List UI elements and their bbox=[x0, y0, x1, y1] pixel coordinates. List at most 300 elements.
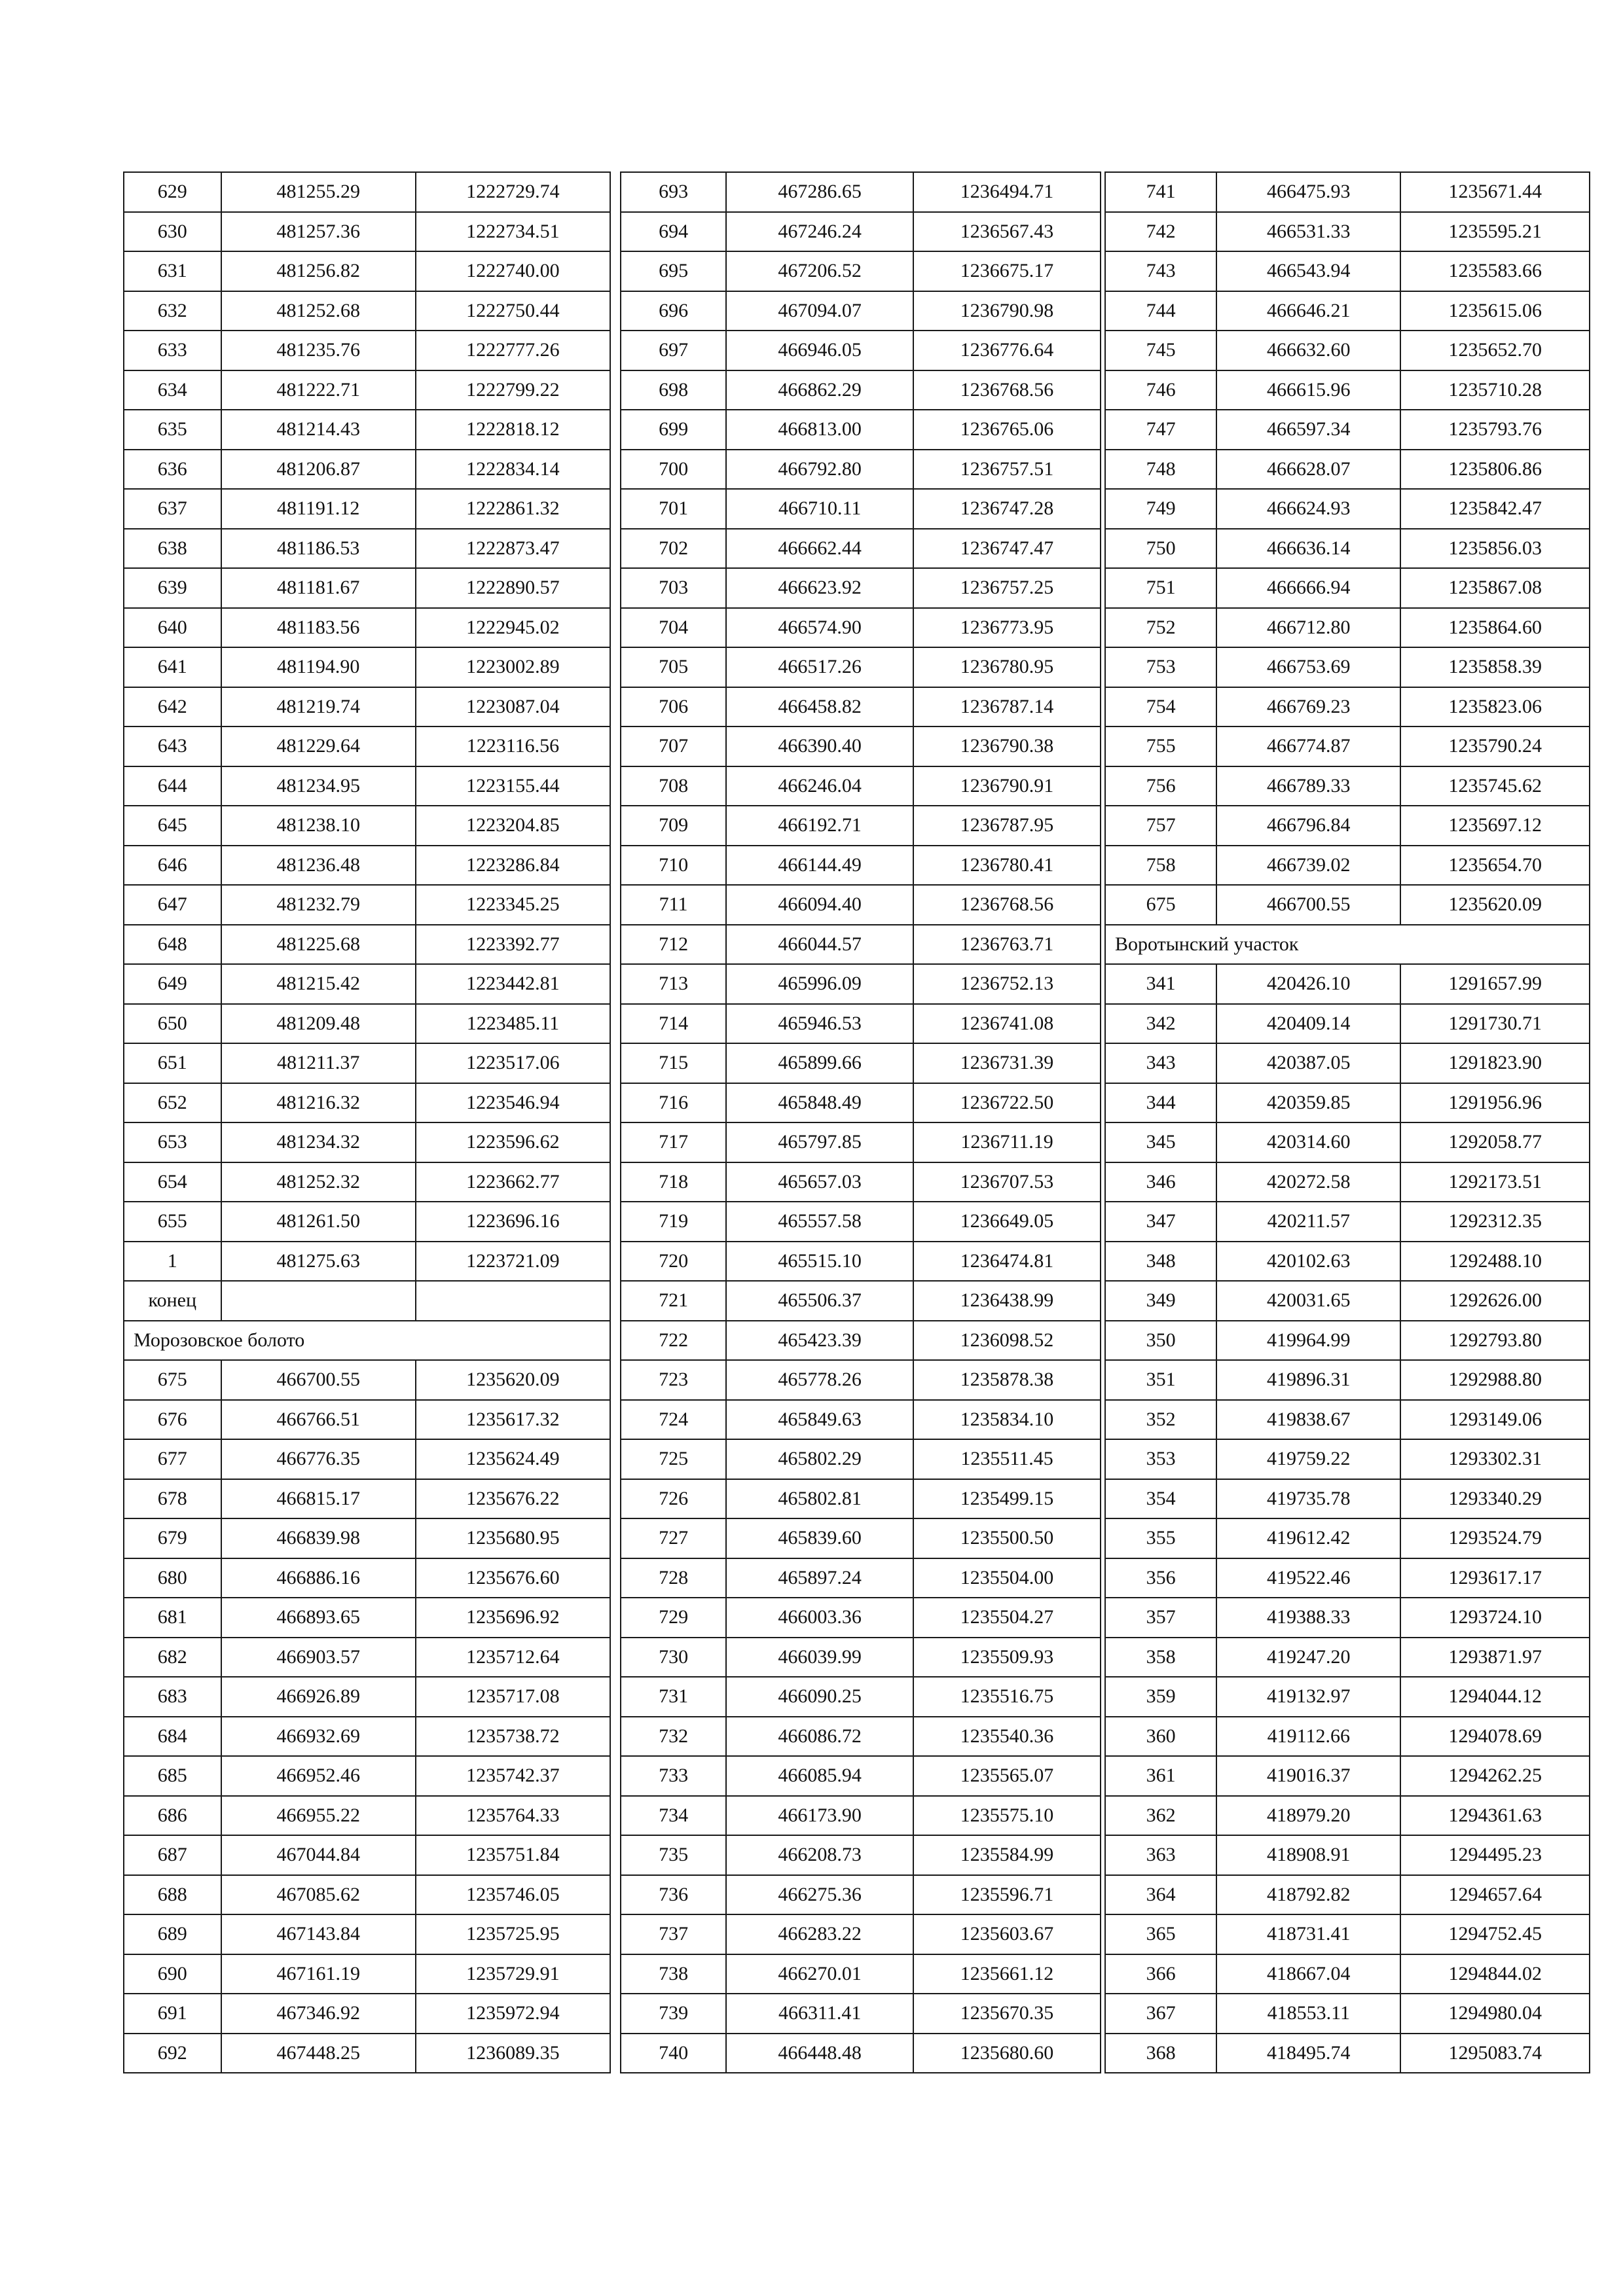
x-coordinate-cell: 420359.85 bbox=[1216, 1083, 1400, 1123]
y-coordinate-cell: 1236747.47 bbox=[913, 529, 1101, 569]
x-coordinate-cell: 467246.24 bbox=[726, 212, 913, 252]
point-number-cell: 675 bbox=[1105, 885, 1216, 925]
point-number-cell: 737 bbox=[621, 1914, 726, 1954]
x-coordinate-cell: 481257.36 bbox=[221, 212, 416, 252]
point-number-cell: 715 bbox=[621, 1043, 726, 1083]
table-row bbox=[1105, 1717, 1590, 1757]
y-coordinate-cell: 1293871.97 bbox=[1400, 1638, 1590, 1677]
x-coordinate-cell: 466173.90 bbox=[726, 1796, 913, 1836]
y-coordinate-cell: 1294495.23 bbox=[1400, 1835, 1590, 1875]
y-coordinate-cell: 1293302.31 bbox=[1400, 1439, 1590, 1479]
table-row bbox=[621, 1162, 1101, 1202]
x-coordinate-cell: 467206.52 bbox=[726, 251, 913, 291]
x-coordinate-cell: 481214.43 bbox=[221, 410, 416, 450]
table-row bbox=[124, 251, 610, 291]
x-coordinate-cell: 466448.48 bbox=[726, 2034, 913, 2073]
point-number-cell: 652 bbox=[124, 1083, 221, 1123]
point-number-cell: 726 bbox=[621, 1479, 726, 1519]
point-number-cell: 1 bbox=[124, 1242, 221, 1282]
table-row bbox=[621, 1518, 1101, 1558]
table-row bbox=[124, 846, 610, 886]
y-coordinate-cell: 1294361.63 bbox=[1400, 1796, 1590, 1836]
x-coordinate-cell: 419759.22 bbox=[1216, 1439, 1400, 1479]
point-number-cell: 724 bbox=[621, 1400, 726, 1440]
table-row bbox=[124, 291, 610, 331]
x-coordinate-cell: 467286.65 bbox=[726, 172, 913, 212]
x-coordinate-cell: 481206.87 bbox=[221, 450, 416, 490]
y-coordinate-cell: 1235652.70 bbox=[1400, 331, 1590, 370]
table-row bbox=[621, 489, 1101, 529]
section-header-row bbox=[124, 1321, 610, 1361]
x-coordinate-cell: 481238.10 bbox=[221, 806, 416, 846]
y-coordinate-cell: 1223517.06 bbox=[416, 1043, 610, 1083]
point-number-cell: 693 bbox=[621, 172, 726, 212]
table-row bbox=[621, 1242, 1101, 1282]
x-coordinate-cell: 420211.57 bbox=[1216, 1202, 1400, 1242]
point-number-cell: 678 bbox=[124, 1479, 221, 1519]
y-coordinate-cell: 1235654.70 bbox=[1400, 846, 1590, 886]
point-number-cell: конец bbox=[124, 1281, 221, 1321]
x-coordinate-cell: 466839.98 bbox=[221, 1518, 416, 1558]
point-number-cell: 713 bbox=[621, 964, 726, 1004]
y-coordinate-cell: 1236780.95 bbox=[913, 647, 1101, 687]
x-coordinate-cell: 481191.12 bbox=[221, 489, 416, 529]
x-coordinate-cell: 466952.46 bbox=[221, 1756, 416, 1796]
table-row bbox=[124, 2034, 610, 2073]
point-number-cell: 632 bbox=[124, 291, 221, 331]
table-row bbox=[1105, 846, 1590, 886]
table-row bbox=[621, 964, 1101, 1004]
table-row bbox=[124, 1954, 610, 1994]
x-coordinate-cell: 481252.32 bbox=[221, 1162, 416, 1202]
y-coordinate-cell: 1293724.10 bbox=[1400, 1598, 1590, 1638]
x-coordinate-cell: 466086.72 bbox=[726, 1717, 913, 1757]
x-coordinate-cell: 418731.41 bbox=[1216, 1914, 1400, 1954]
y-coordinate-cell: 1223662.77 bbox=[416, 1162, 610, 1202]
y-coordinate-cell: 1293149.06 bbox=[1400, 1400, 1590, 1440]
table-row bbox=[124, 1835, 610, 1875]
table-row bbox=[621, 568, 1101, 608]
table-row bbox=[1105, 568, 1590, 608]
point-number-cell: 756 bbox=[1105, 766, 1216, 806]
table-row bbox=[124, 450, 610, 490]
y-coordinate-cell: 1235620.09 bbox=[1400, 885, 1590, 925]
y-coordinate-cell: 1235620.09 bbox=[416, 1360, 610, 1400]
point-number-cell: 361 bbox=[1105, 1756, 1216, 1796]
x-coordinate-cell: 466085.94 bbox=[726, 1756, 913, 1796]
y-coordinate-cell: 1292058.77 bbox=[1400, 1122, 1590, 1162]
point-number-cell: 685 bbox=[124, 1756, 221, 1796]
x-coordinate-cell: 466270.01 bbox=[726, 1954, 913, 1994]
point-number-cell: 707 bbox=[621, 726, 726, 766]
table-row bbox=[1105, 1518, 1590, 1558]
y-coordinate-cell: 1235712.64 bbox=[416, 1638, 610, 1677]
coordinates-table bbox=[123, 171, 611, 2073]
table-row bbox=[1105, 410, 1590, 450]
y-coordinate-cell: 1235595.21 bbox=[1400, 212, 1590, 252]
y-coordinate-cell: 1292988.80 bbox=[1400, 1360, 1590, 1400]
table-row bbox=[621, 2034, 1101, 2073]
table-row bbox=[621, 1083, 1101, 1123]
x-coordinate-cell: 466615.96 bbox=[1216, 370, 1400, 410]
point-number-cell: 718 bbox=[621, 1162, 726, 1202]
x-coordinate-cell: 466796.84 bbox=[1216, 806, 1400, 846]
table-row bbox=[124, 410, 610, 450]
point-number-cell: 682 bbox=[124, 1638, 221, 1677]
table-row bbox=[124, 766, 610, 806]
x-coordinate-cell: 466739.02 bbox=[1216, 846, 1400, 886]
table-row bbox=[1105, 1242, 1590, 1282]
table-row bbox=[1105, 1400, 1590, 1440]
y-coordinate-cell: 1235751.84 bbox=[416, 1835, 610, 1875]
table-row bbox=[124, 172, 610, 212]
coordinates-table-right bbox=[1104, 171, 1590, 2073]
table-row bbox=[621, 647, 1101, 687]
x-coordinate-cell: 465778.26 bbox=[726, 1360, 913, 1400]
table-row bbox=[1105, 212, 1590, 252]
x-coordinate-cell: 465797.85 bbox=[726, 1122, 913, 1162]
y-coordinate-cell: 1236649.05 bbox=[913, 1202, 1101, 1242]
table-row bbox=[1105, 885, 1590, 925]
table-row bbox=[1105, 1479, 1590, 1519]
point-number-cell: 734 bbox=[621, 1796, 726, 1836]
point-number-cell: 687 bbox=[124, 1835, 221, 1875]
y-coordinate-cell: 1235603.67 bbox=[913, 1914, 1101, 1954]
table-row bbox=[124, 1875, 610, 1915]
point-number-cell: 651 bbox=[124, 1043, 221, 1083]
point-number-cell: 752 bbox=[1105, 608, 1216, 648]
y-coordinate-cell: 1293524.79 bbox=[1400, 1518, 1590, 1558]
table-row bbox=[621, 410, 1101, 450]
x-coordinate-cell: 465839.60 bbox=[726, 1518, 913, 1558]
x-coordinate-cell: 466094.40 bbox=[726, 885, 913, 925]
x-coordinate-cell: 465849.63 bbox=[726, 1400, 913, 1440]
point-number-cell: 351 bbox=[1105, 1360, 1216, 1400]
point-number-cell: 750 bbox=[1105, 529, 1216, 569]
table-row bbox=[124, 1162, 610, 1202]
x-coordinate-cell: 419612.42 bbox=[1216, 1518, 1400, 1558]
x-coordinate-cell: 420387.05 bbox=[1216, 1043, 1400, 1083]
point-number-cell: 722 bbox=[621, 1321, 726, 1361]
table-row bbox=[621, 1875, 1101, 1915]
table-row bbox=[1105, 687, 1590, 727]
point-number-cell: 360 bbox=[1105, 1717, 1216, 1757]
y-coordinate-cell: 1222834.14 bbox=[416, 450, 610, 490]
table-row bbox=[1105, 331, 1590, 370]
y-coordinate-cell: 1236089.35 bbox=[416, 2034, 610, 2073]
x-coordinate-cell: 419112.66 bbox=[1216, 1717, 1400, 1757]
y-coordinate-cell: 1235746.05 bbox=[416, 1875, 610, 1915]
table-row bbox=[1105, 1835, 1590, 1875]
x-coordinate-cell: 481235.76 bbox=[221, 331, 416, 370]
table-row bbox=[621, 1598, 1101, 1638]
y-coordinate-cell: 1235710.28 bbox=[1400, 370, 1590, 410]
table-row bbox=[124, 529, 610, 569]
x-coordinate-cell: 481232.79 bbox=[221, 885, 416, 925]
y-coordinate-cell: 1235856.03 bbox=[1400, 529, 1590, 569]
point-number-cell: 679 bbox=[124, 1518, 221, 1558]
table-row bbox=[124, 212, 610, 252]
y-coordinate-cell: 1235696.92 bbox=[416, 1598, 610, 1638]
point-number-cell: 641 bbox=[124, 647, 221, 687]
point-number-cell: 680 bbox=[124, 1558, 221, 1598]
point-number-cell: 342 bbox=[1105, 1004, 1216, 1044]
y-coordinate-cell: 1223696.16 bbox=[416, 1202, 610, 1242]
y-coordinate-cell: 1235596.71 bbox=[913, 1875, 1101, 1915]
table-row bbox=[1105, 1360, 1590, 1400]
table-row bbox=[1105, 1281, 1590, 1321]
point-number-cell: 630 bbox=[124, 212, 221, 252]
x-coordinate-cell: 420272.58 bbox=[1216, 1162, 1400, 1202]
table-row bbox=[621, 370, 1101, 410]
table-row bbox=[124, 1677, 610, 1717]
y-coordinate-cell: 1235500.50 bbox=[913, 1518, 1101, 1558]
table-row bbox=[1105, 964, 1590, 1004]
y-coordinate-cell: 1236787.95 bbox=[913, 806, 1101, 846]
point-number-cell: 677 bbox=[124, 1439, 221, 1479]
table-row bbox=[621, 1994, 1101, 2034]
point-number-cell: 731 bbox=[621, 1677, 726, 1717]
x-coordinate-cell: 481234.32 bbox=[221, 1122, 416, 1162]
x-coordinate-cell bbox=[221, 1281, 416, 1321]
table-row bbox=[1105, 489, 1590, 529]
x-coordinate-cell: 466792.80 bbox=[726, 450, 913, 490]
table-row bbox=[1105, 251, 1590, 291]
x-coordinate-cell: 481216.32 bbox=[221, 1083, 416, 1123]
table-row bbox=[124, 1479, 610, 1519]
y-coordinate-cell: 1293617.17 bbox=[1400, 1558, 1590, 1598]
x-coordinate-cell: 420314.60 bbox=[1216, 1122, 1400, 1162]
y-coordinate-cell: 1235793.76 bbox=[1400, 410, 1590, 450]
y-coordinate-cell: 1236675.17 bbox=[913, 251, 1101, 291]
point-number-cell: 364 bbox=[1105, 1875, 1216, 1915]
x-coordinate-cell: 466003.36 bbox=[726, 1598, 913, 1638]
point-number-cell: 741 bbox=[1105, 172, 1216, 212]
table-row bbox=[124, 489, 610, 529]
section-header-row bbox=[1105, 925, 1590, 965]
table-row bbox=[621, 608, 1101, 648]
table-row bbox=[124, 1756, 610, 1796]
x-coordinate-cell: 481225.68 bbox=[221, 925, 416, 965]
point-number-cell: 730 bbox=[621, 1638, 726, 1677]
point-number-cell: 739 bbox=[621, 1994, 726, 2034]
x-coordinate-cell: 419016.37 bbox=[1216, 1756, 1400, 1796]
point-number-cell: 363 bbox=[1105, 1835, 1216, 1875]
x-coordinate-cell: 466700.55 bbox=[1216, 885, 1400, 925]
table-row bbox=[1105, 1558, 1590, 1598]
table-row bbox=[621, 1439, 1101, 1479]
point-number-cell: 755 bbox=[1105, 726, 1216, 766]
table-row bbox=[124, 1202, 610, 1242]
point-number-cell: 712 bbox=[621, 925, 726, 965]
x-coordinate-cell: 481255.29 bbox=[221, 172, 416, 212]
x-coordinate-cell: 466246.04 bbox=[726, 766, 913, 806]
point-number-cell: 746 bbox=[1105, 370, 1216, 410]
point-number-cell: 343 bbox=[1105, 1043, 1216, 1083]
y-coordinate-cell: 1235806.86 bbox=[1400, 450, 1590, 490]
point-number-cell: 749 bbox=[1105, 489, 1216, 529]
table-row bbox=[124, 885, 610, 925]
y-coordinate-cell: 1291730.71 bbox=[1400, 1004, 1590, 1044]
y-coordinate-cell: 1223721.09 bbox=[416, 1242, 610, 1282]
table-row bbox=[621, 1796, 1101, 1836]
y-coordinate-cell: 1222729.74 bbox=[416, 172, 610, 212]
point-number-cell: 357 bbox=[1105, 1598, 1216, 1638]
point-number-cell: 654 bbox=[124, 1162, 221, 1202]
y-coordinate-cell: 1223485.11 bbox=[416, 1004, 610, 1044]
x-coordinate-cell: 419132.97 bbox=[1216, 1677, 1400, 1717]
y-coordinate-cell: 1236752.13 bbox=[913, 964, 1101, 1004]
y-coordinate-cell: 1236757.51 bbox=[913, 450, 1101, 490]
point-number-cell: 695 bbox=[621, 251, 726, 291]
table-row bbox=[621, 1756, 1101, 1796]
x-coordinate-cell: 418908.91 bbox=[1216, 1835, 1400, 1875]
point-number-cell: 362 bbox=[1105, 1796, 1216, 1836]
y-coordinate-cell: 1235972.94 bbox=[416, 1994, 610, 2034]
point-number-cell: 647 bbox=[124, 885, 221, 925]
point-number-cell: 655 bbox=[124, 1202, 221, 1242]
table-row bbox=[124, 1004, 610, 1044]
y-coordinate-cell: 1222945.02 bbox=[416, 608, 610, 648]
table-row bbox=[621, 1202, 1101, 1242]
point-number-cell: 704 bbox=[621, 608, 726, 648]
y-coordinate-cell: 1294844.02 bbox=[1400, 1954, 1590, 1994]
point-number-cell: 748 bbox=[1105, 450, 1216, 490]
y-coordinate-cell: 1223596.62 bbox=[416, 1122, 610, 1162]
table-row bbox=[1105, 1914, 1590, 1954]
y-coordinate-cell: 1291657.99 bbox=[1400, 964, 1590, 1004]
table-row bbox=[124, 1717, 610, 1757]
y-coordinate-cell: 1235671.44 bbox=[1400, 172, 1590, 212]
table-row bbox=[1105, 1954, 1590, 1994]
table-row bbox=[621, 172, 1101, 212]
table-row bbox=[1105, 291, 1590, 331]
x-coordinate-cell: 466646.21 bbox=[1216, 291, 1400, 331]
table-row bbox=[1105, 1321, 1590, 1361]
y-coordinate-cell: 1294044.12 bbox=[1400, 1677, 1590, 1717]
table-row bbox=[124, 647, 610, 687]
x-coordinate-cell: 481211.37 bbox=[221, 1043, 416, 1083]
x-coordinate-cell: 465897.24 bbox=[726, 1558, 913, 1598]
y-coordinate-cell: 1235867.08 bbox=[1400, 568, 1590, 608]
y-coordinate-cell: 1294752.45 bbox=[1400, 1914, 1590, 1954]
y-coordinate-cell: 1235615.06 bbox=[1400, 291, 1590, 331]
point-number-cell: 714 bbox=[621, 1004, 726, 1044]
table-row bbox=[1105, 1638, 1590, 1677]
y-coordinate-cell: 1235676.22 bbox=[416, 1479, 610, 1519]
x-coordinate-cell: 419247.20 bbox=[1216, 1638, 1400, 1677]
y-coordinate-cell: 1222873.47 bbox=[416, 529, 610, 569]
table-row bbox=[621, 1717, 1101, 1757]
table-row bbox=[124, 1122, 610, 1162]
x-coordinate-cell: 481194.90 bbox=[221, 647, 416, 687]
table-row bbox=[621, 1677, 1101, 1717]
x-coordinate-cell: 467085.62 bbox=[221, 1875, 416, 1915]
x-coordinate-cell: 466208.73 bbox=[726, 1835, 913, 1875]
table-row bbox=[1105, 1043, 1590, 1083]
x-coordinate-cell: 466886.16 bbox=[221, 1558, 416, 1598]
y-coordinate-cell: 1236790.98 bbox=[913, 291, 1101, 331]
table-row bbox=[621, 1281, 1101, 1321]
y-coordinate-cell: 1236790.38 bbox=[913, 726, 1101, 766]
y-coordinate-cell: 1236790.91 bbox=[913, 766, 1101, 806]
y-coordinate-cell: 1236757.25 bbox=[913, 568, 1101, 608]
point-number-cell: 733 bbox=[621, 1756, 726, 1796]
point-number-cell: 675 bbox=[124, 1360, 221, 1400]
x-coordinate-cell: 466776.35 bbox=[221, 1439, 416, 1479]
table-row bbox=[1105, 766, 1590, 806]
y-coordinate-cell: 1235583.66 bbox=[1400, 251, 1590, 291]
point-number-cell: 639 bbox=[124, 568, 221, 608]
table-row bbox=[621, 806, 1101, 846]
x-coordinate-cell: 466543.94 bbox=[1216, 251, 1400, 291]
table-row bbox=[621, 766, 1101, 806]
table-row bbox=[1105, 1202, 1590, 1242]
coordinates-table-left bbox=[123, 171, 611, 2073]
table-row bbox=[1105, 1122, 1590, 1162]
table-row bbox=[1105, 1756, 1590, 1796]
table-row bbox=[124, 1083, 610, 1123]
x-coordinate-cell: 466458.82 bbox=[726, 687, 913, 727]
point-number-cell: 353 bbox=[1105, 1439, 1216, 1479]
y-coordinate-cell: 1236768.56 bbox=[913, 885, 1101, 925]
table-row bbox=[621, 1321, 1101, 1361]
y-coordinate-cell: 1236711.19 bbox=[913, 1122, 1101, 1162]
x-coordinate-cell: 466769.23 bbox=[1216, 687, 1400, 727]
point-number-cell: 742 bbox=[1105, 212, 1216, 252]
point-number-cell: 736 bbox=[621, 1875, 726, 1915]
point-number-cell: 653 bbox=[124, 1122, 221, 1162]
point-number-cell: 747 bbox=[1105, 410, 1216, 450]
x-coordinate-cell: 465657.03 bbox=[726, 1162, 913, 1202]
y-coordinate-cell: 1292173.51 bbox=[1400, 1162, 1590, 1202]
point-number-cell: 705 bbox=[621, 647, 726, 687]
x-coordinate-cell: 466903.57 bbox=[221, 1638, 416, 1677]
point-number-cell: 355 bbox=[1105, 1518, 1216, 1558]
x-coordinate-cell: 466893.65 bbox=[221, 1598, 416, 1638]
x-coordinate-cell: 467143.84 bbox=[221, 1914, 416, 1954]
coordinates-table bbox=[620, 171, 1101, 2073]
x-coordinate-cell: 419735.78 bbox=[1216, 1479, 1400, 1519]
table-row bbox=[621, 1360, 1101, 1400]
x-coordinate-cell: 467346.92 bbox=[221, 1994, 416, 2034]
y-coordinate-cell: 1236474.81 bbox=[913, 1242, 1101, 1282]
x-coordinate-cell: 466574.90 bbox=[726, 608, 913, 648]
x-coordinate-cell: 481222.71 bbox=[221, 370, 416, 410]
x-coordinate-cell: 466597.34 bbox=[1216, 410, 1400, 450]
table-row bbox=[1105, 1439, 1590, 1479]
y-coordinate-cell: 1292488.10 bbox=[1400, 1242, 1590, 1282]
point-number-cell: 728 bbox=[621, 1558, 726, 1598]
point-number-cell: 738 bbox=[621, 1954, 726, 1994]
y-coordinate-cell: 1223392.77 bbox=[416, 925, 610, 965]
x-coordinate-cell: 466044.57 bbox=[726, 925, 913, 965]
coordinates-table-middle bbox=[620, 171, 1101, 2073]
table-row bbox=[1105, 529, 1590, 569]
y-coordinate-cell: 1235729.91 bbox=[416, 1954, 610, 1994]
x-coordinate-cell: 481186.53 bbox=[221, 529, 416, 569]
point-number-cell: 699 bbox=[621, 410, 726, 450]
x-coordinate-cell: 419896.31 bbox=[1216, 1360, 1400, 1400]
y-coordinate-cell: 1235823.06 bbox=[1400, 687, 1590, 727]
x-coordinate-cell: 466636.14 bbox=[1216, 529, 1400, 569]
section-title: Воротынский участок bbox=[1105, 925, 1590, 965]
y-coordinate-cell: 1235511.45 bbox=[913, 1439, 1101, 1479]
y-coordinate-cell: 1236494.71 bbox=[913, 172, 1101, 212]
point-number-cell: 686 bbox=[124, 1796, 221, 1836]
point-number-cell: 645 bbox=[124, 806, 221, 846]
x-coordinate-cell: 467161.19 bbox=[221, 1954, 416, 1994]
